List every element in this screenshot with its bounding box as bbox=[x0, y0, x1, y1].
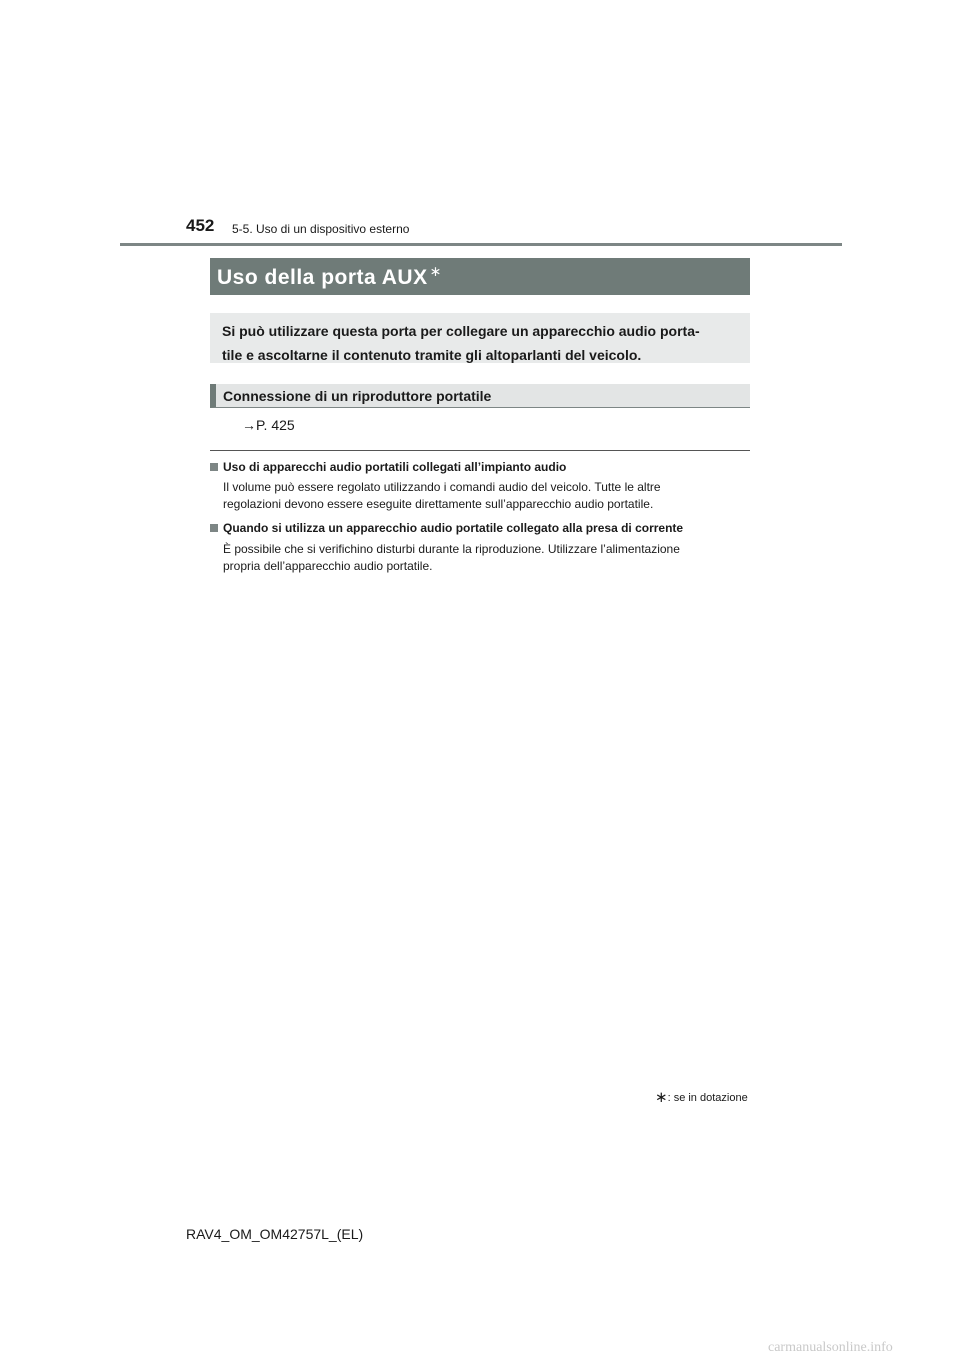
section-title-bar bbox=[210, 258, 750, 295]
note-line: propria dell’apparecchio audio portatile. bbox=[223, 559, 433, 573]
content-divider bbox=[210, 450, 750, 451]
note-body bbox=[223, 541, 745, 575]
header-divider bbox=[120, 243, 842, 246]
intro-line-2: tile e ascoltarne il contenuto tramite gli altoparlanti del veicolo. bbox=[222, 347, 642, 363]
note-line: È possibile che si verifichino disturbi durante la riproduzione. Utilizzare l’alimentazione bbox=[223, 542, 680, 556]
availability-marker: ∗ bbox=[429, 263, 442, 279]
square-bullet-icon bbox=[210, 524, 218, 532]
note-title-text: Uso di apparecchi audio portatili collegati all’impianto audio bbox=[223, 460, 567, 474]
section-title: Uso della porta AUX bbox=[217, 266, 428, 289]
note-title bbox=[210, 521, 683, 535]
note-title bbox=[210, 460, 566, 474]
footnote-text: : se in dotazione bbox=[667, 1092, 748, 1104]
intro-box bbox=[210, 313, 750, 363]
page-reference-link[interactable]: →P. 425 bbox=[242, 417, 295, 433]
footnote-marker: ∗ bbox=[655, 1089, 668, 1106]
page-number: 452 bbox=[186, 216, 215, 235]
document-code: RAV4_OM_OM42757L_(EL) bbox=[186, 1226, 364, 1242]
note-body bbox=[223, 479, 745, 513]
footnote bbox=[655, 1088, 748, 1106]
watermark: carmanualsonline.info bbox=[768, 1340, 893, 1355]
subsection-heading: Connessione di un riproduttore portatile bbox=[210, 384, 750, 408]
intro-line-1: Si può utilizzare questa porta per collegare un apparecchio audio porta- bbox=[222, 323, 700, 339]
square-bullet-icon bbox=[210, 463, 218, 471]
note-line: Il volume può essere regolato utilizzando i comandi audio del veicolo. Tutte le altre bbox=[223, 480, 661, 494]
note-title-text: Quando si utilizza un apparecchio audio portatile collegato alla presa di corrente bbox=[223, 521, 684, 535]
note-line: regolazioni devono essere eseguite direttamente sull’apparecchio audio portatile. bbox=[223, 497, 654, 511]
section-path: 5-5. Uso di un dispositivo esterno bbox=[232, 222, 410, 236]
